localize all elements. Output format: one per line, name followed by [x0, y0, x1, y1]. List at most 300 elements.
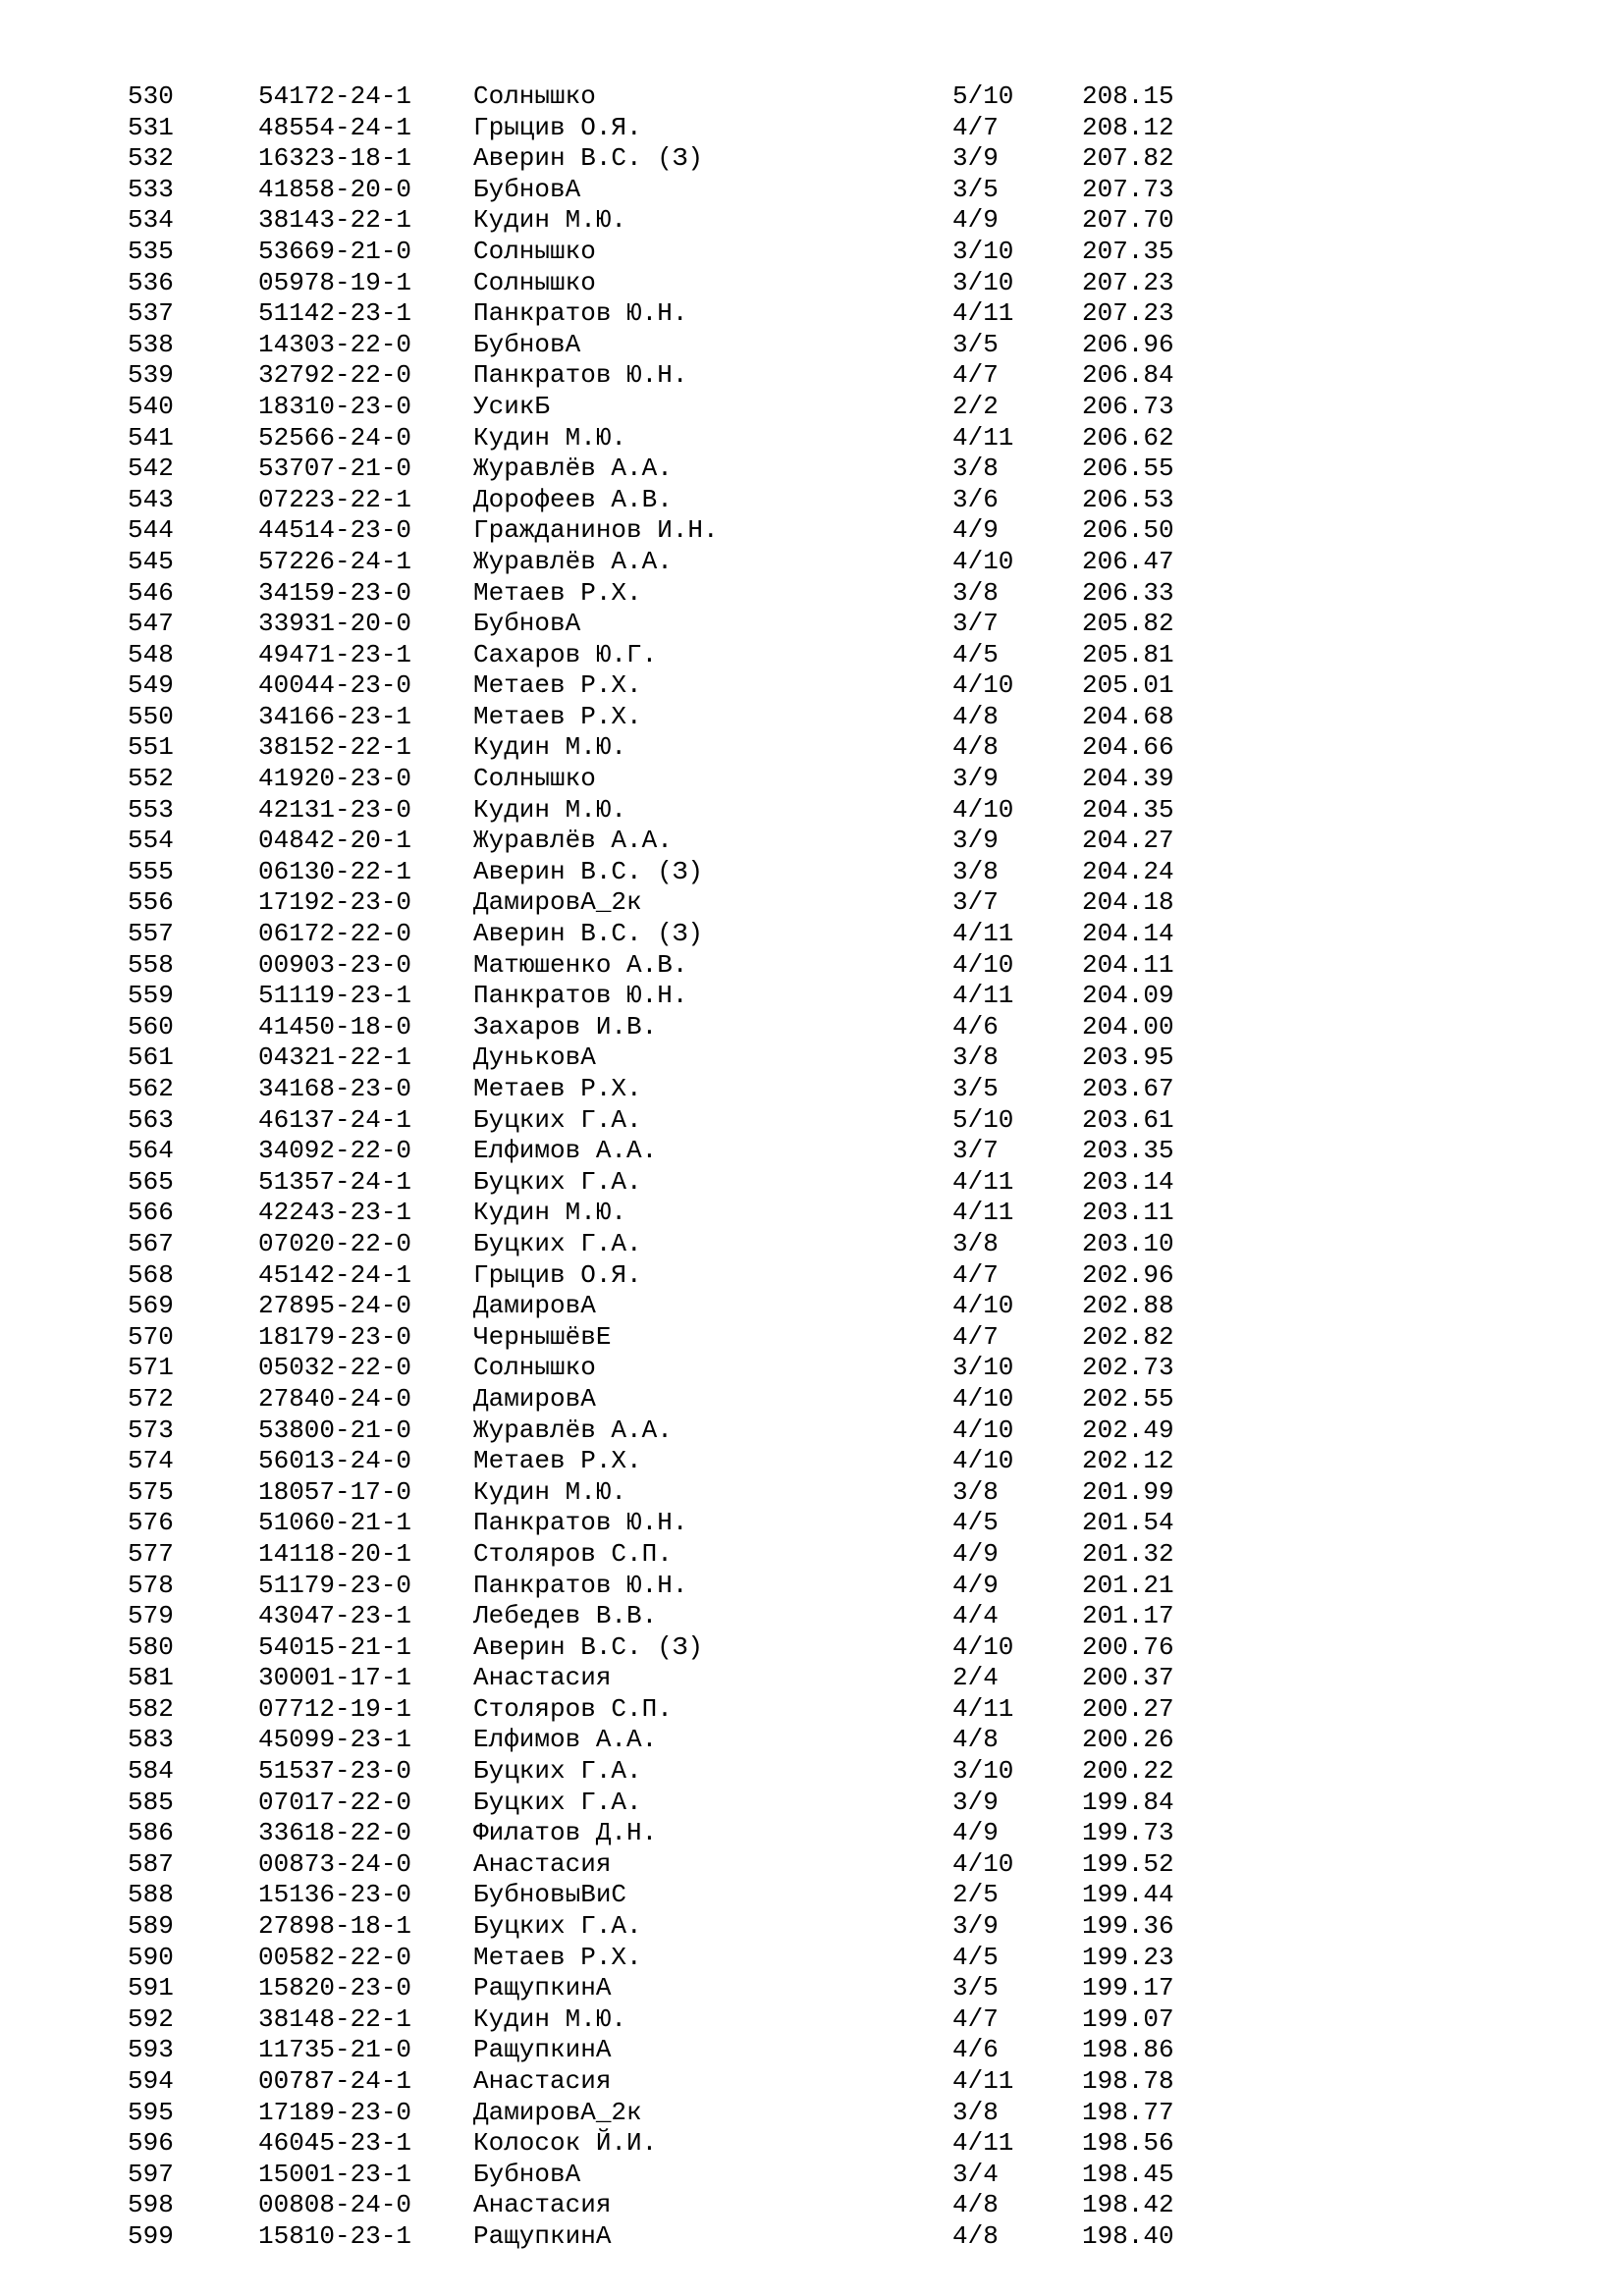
ratio: 4/10	[952, 949, 1014, 980]
owner-name: Анастасия	[473, 1663, 612, 1693]
score: 207.23	[1082, 298, 1174, 329]
record-id: 14118-20-1	[258, 1538, 412, 1569]
score: 199.44	[1082, 1880, 1174, 1910]
table-row	[0, 2160, 1624, 2191]
ratio: 4/10	[952, 1415, 1014, 1445]
row-number: 569	[128, 1291, 174, 1321]
owner-name: Кудин М.Ю.	[473, 422, 627, 453]
ratio: 3/10	[952, 1353, 1014, 1383]
record-id: 17192-23-0	[258, 887, 412, 918]
owner-name: РащупкинА	[473, 2035, 612, 2065]
record-id: 41920-23-0	[258, 764, 412, 794]
ratio: 2/5	[952, 1880, 999, 1910]
owner-name: Метаев Р.Х.	[473, 670, 642, 701]
record-id: 18057-17-0	[258, 1476, 412, 1507]
owner-name: РащупкинА	[473, 2220, 612, 2251]
ratio: 3/9	[952, 1911, 999, 1942]
table-row	[0, 1788, 1624, 1819]
row-number: 549	[128, 670, 174, 701]
table-row	[0, 1571, 1624, 1602]
owner-name: Анастасия	[473, 2066, 612, 2096]
row-number: 587	[128, 1848, 174, 1879]
row-number: 580	[128, 1631, 174, 1662]
row-number: 535	[128, 236, 174, 266]
row-number: 571	[128, 1353, 174, 1383]
row-number: 594	[128, 2066, 174, 2096]
score: 202.88	[1082, 1291, 1174, 1321]
table-row	[0, 1353, 1624, 1384]
row-number: 590	[128, 1942, 174, 1972]
table-row	[0, 2098, 1624, 2129]
row-number: 557	[128, 919, 174, 949]
ratio: 4/8	[952, 2190, 999, 2220]
owner-name: ДамировА	[473, 1383, 596, 1414]
ratio: 5/10	[952, 81, 1014, 111]
table-row	[0, 2128, 1624, 2160]
ratio: 4/10	[952, 546, 1014, 576]
table-row	[0, 1384, 1624, 1415]
score: 204.24	[1082, 856, 1174, 886]
row-number: 563	[128, 1104, 174, 1135]
owner-name: Панкратов Ю.Н.	[473, 1508, 688, 1538]
score: 200.76	[1082, 1631, 1174, 1662]
table-row	[0, 826, 1624, 857]
score: 203.67	[1082, 1074, 1174, 1103]
table-row	[0, 609, 1624, 640]
owner-name: Анастасия	[473, 2190, 612, 2220]
owner-name: БубновА	[473, 2159, 581, 2189]
table-row	[0, 1322, 1624, 1354]
owner-name: Столяров С.П.	[473, 1693, 673, 1724]
ratio: 3/9	[952, 826, 999, 856]
owner-name: Метаев Р.Х.	[473, 1074, 642, 1103]
table-row	[0, 950, 1624, 982]
ratio: 3/8	[952, 2097, 999, 2127]
table-row	[0, 1042, 1624, 1074]
row-number: 583	[128, 1725, 174, 1755]
owner-name: ДамировА	[473, 1291, 596, 1321]
row-number: 588	[128, 1880, 174, 1910]
owner-name: Аверин В.С. (З)	[473, 856, 704, 886]
table-row	[0, 423, 1624, 454]
row-number: 562	[128, 1074, 174, 1103]
owner-name: ДамировА_2к	[473, 887, 642, 918]
record-id: 00582-22-0	[258, 1942, 412, 1972]
owner-name: Кудин М.Ю.	[473, 1198, 627, 1228]
ratio: 4/9	[952, 515, 999, 546]
row-number: 592	[128, 2003, 174, 2034]
record-id: 15810-23-1	[258, 2220, 412, 2251]
table-row	[0, 143, 1624, 175]
table-row	[0, 1818, 1624, 1849]
table-row	[0, 1260, 1624, 1292]
ratio: 3/10	[952, 267, 1014, 297]
table-row	[0, 732, 1624, 764]
row-number: 555	[128, 856, 174, 886]
record-id: 44514-23-0	[258, 515, 412, 546]
table-row	[0, 454, 1624, 485]
ratio: 3/9	[952, 143, 999, 174]
score: 207.23	[1082, 267, 1174, 297]
ranking-table	[0, 81, 1624, 2253]
row-number: 536	[128, 267, 174, 297]
record-id: 32792-22-0	[258, 360, 412, 391]
row-number: 534	[128, 205, 174, 236]
record-id: 52566-24-0	[258, 422, 412, 453]
ratio: 4/11	[952, 1198, 1014, 1228]
row-number: 597	[128, 2159, 174, 2189]
ratio: 3/8	[952, 577, 999, 608]
owner-name: Панкратов Ю.Н.	[473, 1570, 688, 1600]
owner-name: Буцких Г.А.	[473, 1911, 642, 1942]
score: 203.11	[1082, 1198, 1174, 1228]
table-row	[0, 1539, 1624, 1571]
ratio: 3/8	[952, 454, 999, 484]
owner-name: Буцких Г.А.	[473, 1166, 642, 1197]
record-id: 18310-23-0	[258, 391, 412, 421]
table-row	[0, 2004, 1624, 2036]
record-id: 42243-23-1	[258, 1198, 412, 1228]
row-number: 574	[128, 1446, 174, 1476]
table-row	[0, 887, 1624, 919]
record-id: 16323-18-1	[258, 143, 412, 174]
ratio: 4/10	[952, 1291, 1014, 1321]
score: 206.62	[1082, 422, 1174, 453]
owner-name: Панкратов Ю.Н.	[473, 981, 688, 1011]
row-number: 564	[128, 1136, 174, 1166]
score: 204.09	[1082, 981, 1174, 1011]
table-row	[0, 1477, 1624, 1509]
ratio: 4/7	[952, 1321, 999, 1352]
ratio: 2/4	[952, 1663, 999, 1693]
record-id: 00808-24-0	[258, 2190, 412, 2220]
record-id: 18179-23-0	[258, 1321, 412, 1352]
score: 204.27	[1082, 826, 1174, 856]
record-id: 15136-23-0	[258, 1880, 412, 1910]
table-row	[0, 2221, 1624, 2253]
record-id: 46137-24-1	[258, 1104, 412, 1135]
ratio: 4/10	[952, 1631, 1014, 1662]
row-number: 550	[128, 701, 174, 731]
row-number: 595	[128, 2097, 174, 2127]
owner-name: Буцких Г.А.	[473, 1787, 642, 1817]
owner-name: Захаров И.В.	[473, 1011, 658, 1041]
score: 198.56	[1082, 2128, 1174, 2159]
record-id: 27895-24-0	[258, 1291, 412, 1321]
owner-name: Грыцив О.Я.	[473, 1259, 642, 1290]
record-id: 34166-23-1	[258, 701, 412, 731]
table-row	[0, 175, 1624, 206]
score: 200.37	[1082, 1663, 1174, 1693]
row-number: 551	[128, 732, 174, 763]
score: 206.84	[1082, 360, 1174, 391]
owner-name: Панкратов Ю.Н.	[473, 360, 688, 391]
record-id: 06172-22-0	[258, 919, 412, 949]
ratio: 3/10	[952, 1756, 1014, 1787]
record-id: 51357-24-1	[258, 1166, 412, 1197]
score: 207.82	[1082, 143, 1174, 174]
record-id: 53707-21-0	[258, 454, 412, 484]
row-number: 576	[128, 1508, 174, 1538]
table-row	[0, 205, 1624, 237]
owner-name: Буцких Г.А.	[473, 1756, 642, 1787]
score: 204.68	[1082, 701, 1174, 731]
table-row	[0, 1973, 1624, 2004]
record-id: 04842-20-1	[258, 826, 412, 856]
table-row	[0, 1415, 1624, 1447]
table-row	[0, 702, 1624, 733]
row-number: 589	[128, 1911, 174, 1942]
table-row	[0, 1880, 1624, 1911]
score: 206.53	[1082, 484, 1174, 514]
owner-name: Кудин М.Ю.	[473, 1476, 627, 1507]
ratio: 4/8	[952, 2220, 999, 2251]
table-row	[0, 857, 1624, 888]
score: 206.33	[1082, 577, 1174, 608]
ratio: 3/8	[952, 1042, 999, 1073]
row-number: 547	[128, 609, 174, 639]
score: 203.95	[1082, 1042, 1174, 1073]
owner-name: Елфимов А.А.	[473, 1725, 658, 1755]
table-row	[0, 485, 1624, 516]
score: 208.12	[1082, 112, 1174, 142]
owner-name: УсикБ	[473, 391, 551, 421]
owner-name: Солнышко	[473, 1353, 596, 1383]
record-id: 49471-23-1	[258, 639, 412, 669]
ratio: 4/11	[952, 1166, 1014, 1197]
score: 201.54	[1082, 1508, 1174, 1538]
score: 204.11	[1082, 949, 1174, 980]
score: 198.45	[1082, 2159, 1174, 2189]
row-number: 578	[128, 1570, 174, 1600]
table-row	[0, 1756, 1624, 1788]
ratio: 4/11	[952, 981, 1014, 1011]
ratio: 4/11	[952, 2066, 1014, 2096]
score: 202.12	[1082, 1446, 1174, 1476]
score: 203.14	[1082, 1166, 1174, 1197]
owner-name: ЧернышёвЕ	[473, 1321, 612, 1352]
owner-name: БубновыВиС	[473, 1880, 627, 1910]
table-row	[0, 1943, 1624, 1974]
ratio: 4/10	[952, 1383, 1014, 1414]
ratio: 3/9	[952, 764, 999, 794]
score: 198.78	[1082, 2066, 1174, 2096]
table-row	[0, 2066, 1624, 2098]
table-row	[0, 113, 1624, 144]
score: 202.55	[1082, 1383, 1174, 1414]
row-number: 553	[128, 794, 174, 825]
record-id: 15001-23-1	[258, 2159, 412, 2189]
owner-name: Матюшенко А.В.	[473, 949, 688, 980]
row-number: 530	[128, 81, 174, 111]
owner-name: Метаев Р.Х.	[473, 1942, 642, 1972]
row-number: 533	[128, 174, 174, 204]
score: 208.15	[1082, 81, 1174, 111]
record-id: 38152-22-1	[258, 732, 412, 763]
ratio: 3/4	[952, 2159, 999, 2189]
row-number: 540	[128, 391, 174, 421]
table-row	[0, 981, 1624, 1012]
owner-name: Солнышко	[473, 81, 596, 111]
score: 204.39	[1082, 764, 1174, 794]
score: 204.14	[1082, 919, 1174, 949]
table-row	[0, 268, 1624, 299]
record-id: 00873-24-0	[258, 1848, 412, 1879]
ratio: 4/9	[952, 1818, 999, 1848]
ratio: 4/8	[952, 701, 999, 731]
record-id: 00787-24-1	[258, 2066, 412, 2096]
score: 201.99	[1082, 1476, 1174, 1507]
table-row	[0, 578, 1624, 610]
table-row	[0, 764, 1624, 795]
score: 206.55	[1082, 454, 1174, 484]
score: 203.10	[1082, 1228, 1174, 1258]
record-id: 53800-21-0	[258, 1415, 412, 1445]
record-id: 48554-24-1	[258, 112, 412, 142]
ratio: 4/11	[952, 2128, 1014, 2159]
owner-name: Лебедев В.В.	[473, 1601, 658, 1631]
record-id: 51537-23-0	[258, 1756, 412, 1787]
record-id: 51060-21-1	[258, 1508, 412, 1538]
score: 206.73	[1082, 391, 1174, 421]
table-row	[0, 360, 1624, 392]
ratio: 4/6	[952, 2035, 999, 2065]
ratio: 4/9	[952, 1538, 999, 1569]
row-number: 531	[128, 112, 174, 142]
owner-name: Анастасия	[473, 1848, 612, 1879]
table-row	[0, 2035, 1624, 2066]
owner-name: Аверин В.С. (З)	[473, 1631, 704, 1662]
score: 207.70	[1082, 205, 1174, 236]
row-number: 581	[128, 1663, 174, 1693]
row-number: 570	[128, 1321, 174, 1352]
table-row	[0, 515, 1624, 547]
row-number: 545	[128, 546, 174, 576]
ratio: 4/11	[952, 298, 1014, 329]
row-number: 577	[128, 1538, 174, 1569]
owner-name: Кудин М.Ю.	[473, 205, 627, 236]
owner-name: Кудин М.Ю.	[473, 732, 627, 763]
ratio: 4/10	[952, 670, 1014, 701]
score: 207.35	[1082, 236, 1174, 266]
row-number: 586	[128, 1818, 174, 1848]
ratio: 3/7	[952, 887, 999, 918]
owner-name: Солнышко	[473, 236, 596, 266]
owner-name: Грыцив О.Я.	[473, 112, 642, 142]
table-row	[0, 81, 1624, 113]
owner-name: ДамировА_2к	[473, 2097, 642, 2127]
score: 205.82	[1082, 609, 1174, 639]
score: 199.84	[1082, 1787, 1174, 1817]
owner-name: Елфимов А.А.	[473, 1136, 658, 1166]
ratio: 3/8	[952, 856, 999, 886]
record-id: 27898-18-1	[258, 1911, 412, 1942]
table-row	[0, 237, 1624, 268]
ratio: 4/10	[952, 1848, 1014, 1879]
row-number: 552	[128, 764, 174, 794]
ratio: 4/8	[952, 1725, 999, 1755]
owner-name: Метаев Р.Х.	[473, 701, 642, 731]
record-id: 34168-23-0	[258, 1074, 412, 1103]
score: 207.73	[1082, 174, 1174, 204]
score: 199.07	[1082, 2003, 1174, 2034]
record-id: 46045-23-1	[258, 2128, 412, 2159]
score: 198.86	[1082, 2035, 1174, 2065]
ratio: 4/10	[952, 1446, 1014, 1476]
table-row	[0, 670, 1624, 702]
score: 202.82	[1082, 1321, 1174, 1352]
record-id: 27840-24-0	[258, 1383, 412, 1414]
table-row	[0, 1911, 1624, 1943]
record-id: 07223-22-1	[258, 484, 412, 514]
score: 201.21	[1082, 1570, 1174, 1600]
record-id: 43047-23-1	[258, 1601, 412, 1631]
row-number: 538	[128, 329, 174, 359]
ratio: 3/8	[952, 1476, 999, 1507]
table-row	[0, 1074, 1624, 1105]
table-row	[0, 392, 1624, 423]
table-row	[0, 1632, 1624, 1664]
record-id: 33931-20-0	[258, 609, 412, 639]
ratio: 4/7	[952, 112, 999, 142]
ratio: 3/5	[952, 1973, 999, 2003]
ratio: 3/5	[952, 329, 999, 359]
row-number: 599	[128, 2220, 174, 2251]
score: 203.61	[1082, 1104, 1174, 1135]
record-id: 57226-24-1	[258, 546, 412, 576]
owner-name: Солнышко	[473, 267, 596, 297]
record-id: 40044-23-0	[258, 670, 412, 701]
table-row	[0, 1446, 1624, 1477]
owner-name: Метаев Р.Х.	[473, 577, 642, 608]
record-id: 51179-23-0	[258, 1570, 412, 1600]
ratio: 4/11	[952, 1693, 1014, 1724]
record-id: 34159-23-0	[258, 577, 412, 608]
record-id: 07020-22-0	[258, 1228, 412, 1258]
record-id: 34092-22-0	[258, 1136, 412, 1166]
owner-name: Журавлёв А.А.	[473, 826, 673, 856]
table-row	[0, 2190, 1624, 2221]
owner-name: БубновА	[473, 609, 581, 639]
score: 202.73	[1082, 1353, 1174, 1383]
score: 199.17	[1082, 1973, 1174, 2003]
row-number: 567	[128, 1228, 174, 1258]
record-id: 05978-19-1	[258, 267, 412, 297]
ratio: 2/2	[952, 391, 999, 421]
owner-name: РащупкинА	[473, 1973, 612, 2003]
record-id: 15820-23-0	[258, 1973, 412, 2003]
row-number: 546	[128, 577, 174, 608]
row-number: 596	[128, 2128, 174, 2159]
row-number: 579	[128, 1601, 174, 1631]
score: 201.32	[1082, 1538, 1174, 1569]
row-number: 542	[128, 454, 174, 484]
owner-name: БубновА	[473, 174, 581, 204]
record-id: 51119-23-1	[258, 981, 412, 1011]
table-row	[0, 1849, 1624, 1881]
owner-name: БубновА	[473, 329, 581, 359]
record-id: 51142-23-1	[258, 298, 412, 329]
owner-name: Панкратов Ю.Н.	[473, 298, 688, 329]
record-id: 42131-23-0	[258, 794, 412, 825]
table-row	[0, 1229, 1624, 1260]
score: 205.01	[1082, 670, 1174, 701]
record-id: 07017-22-0	[258, 1787, 412, 1817]
score: 200.22	[1082, 1756, 1174, 1787]
score: 204.18	[1082, 887, 1174, 918]
row-number: 573	[128, 1415, 174, 1445]
ratio: 4/8	[952, 732, 999, 763]
